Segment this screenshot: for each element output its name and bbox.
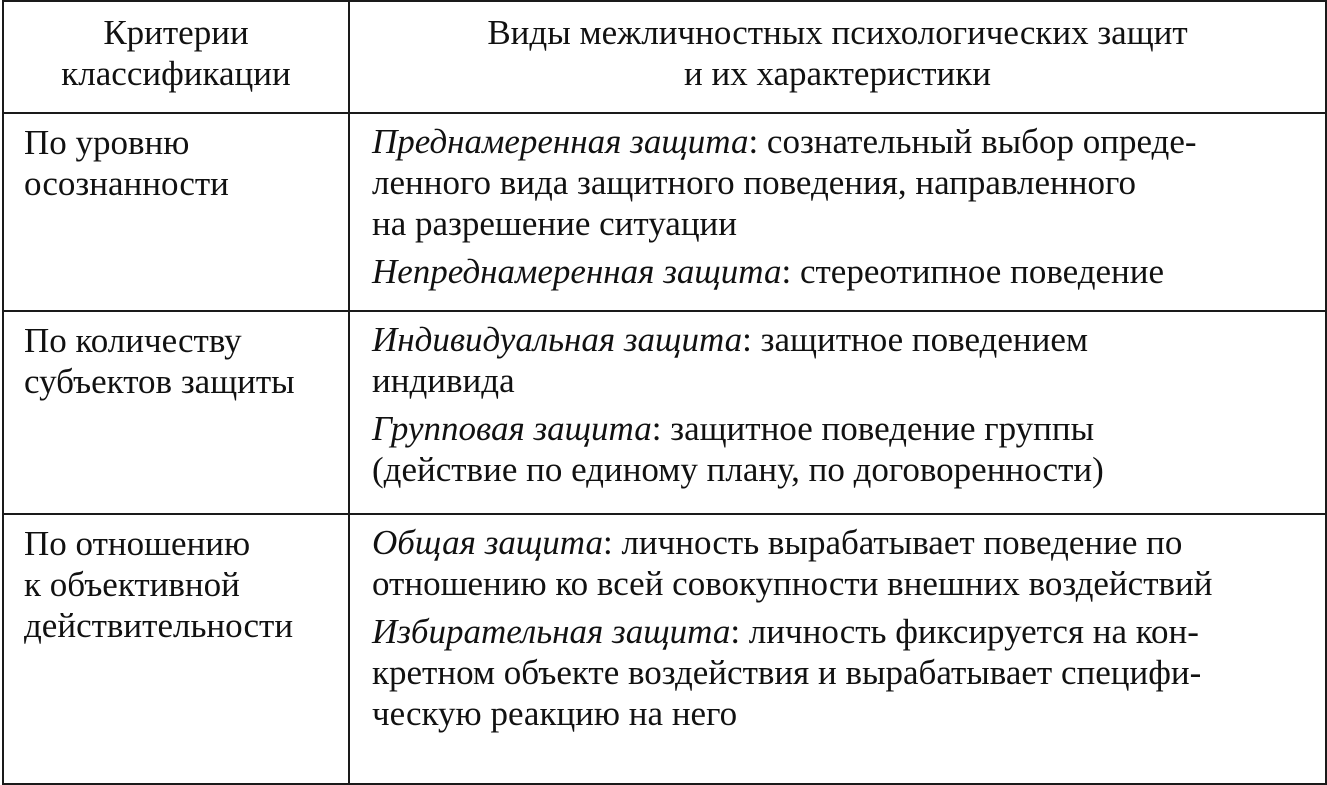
defense-term: Групповая защита [372, 409, 652, 448]
entry-line: индивида [372, 361, 515, 400]
criterion-line: По количеству [24, 321, 242, 360]
header-criteria [3, 1, 349, 113]
description-cell [349, 113, 1326, 311]
criterion-cell [3, 514, 349, 784]
criterion-line: действительности [24, 606, 294, 645]
entry-line: ленного вида защитного поведения, направленного [372, 163, 1136, 202]
table-row [3, 113, 1326, 311]
table-row [3, 311, 1326, 514]
defense-entry [372, 319, 1313, 401]
entry-line: отношению ко всей совокупности внешних воздействий [372, 564, 1213, 603]
header-criteria-line: Критерии [103, 13, 249, 52]
criterion-line: осознанности [24, 164, 229, 203]
entry-line [372, 611, 1313, 652]
header-criteria-line: классификации [61, 54, 291, 93]
criterion-line: По отношению [24, 524, 251, 563]
entry-line: кретном объекте воздействия и вырабатывает специфи- [372, 653, 1202, 692]
criterion-cell [3, 113, 349, 311]
header-types-line: и их характеристики [684, 54, 991, 93]
entry-line: ческую реакцию на него [372, 694, 738, 733]
entry-line: на разрешение ситуации [372, 204, 738, 243]
defense-entry [372, 611, 1313, 734]
criterion-line: По уровню [24, 123, 190, 162]
defense-term: Избирательная защита [372, 612, 731, 651]
description-cell [349, 311, 1326, 514]
table-header-row [3, 1, 1326, 113]
defense-term: Общая защита [372, 523, 603, 562]
entry-line [372, 319, 1313, 360]
defense-entry [372, 522, 1313, 604]
entry-text: : личность вырабатывает поведение по [602, 523, 1183, 562]
entry-line [372, 251, 1313, 292]
table-row [3, 514, 1326, 784]
entry-text: : защитное поведение группы [651, 409, 1095, 448]
entry-text: : сознательный выбор опреде- [748, 122, 1197, 161]
defense-entry [372, 251, 1313, 292]
defense-term: Непреднамеренная защита [372, 252, 782, 291]
description-cell [349, 514, 1326, 784]
entry-text: : защитное поведением [742, 320, 1089, 359]
defense-entry [372, 408, 1313, 490]
entry-text: : личность фиксируется на кон- [730, 612, 1199, 651]
header-types-line: Виды межличностных психологических защит [487, 13, 1188, 52]
entry-line [372, 121, 1313, 162]
criterion-line: субъектов защиты [24, 362, 295, 401]
entry-line: (действие по единому плану, по договоренности) [372, 450, 1104, 489]
defense-term: Преднамеренная защита [372, 122, 749, 161]
entry-line [372, 408, 1313, 449]
header-types [349, 1, 1326, 113]
entry-text: : стереотипное поведение [781, 252, 1165, 291]
criterion-cell [3, 311, 349, 514]
entry-line [372, 522, 1313, 563]
classification-table [2, 0, 1327, 785]
defense-entry [372, 121, 1313, 244]
criterion-line: к объективной [24, 565, 240, 604]
defense-term: Индивидуальная защита [372, 320, 743, 359]
